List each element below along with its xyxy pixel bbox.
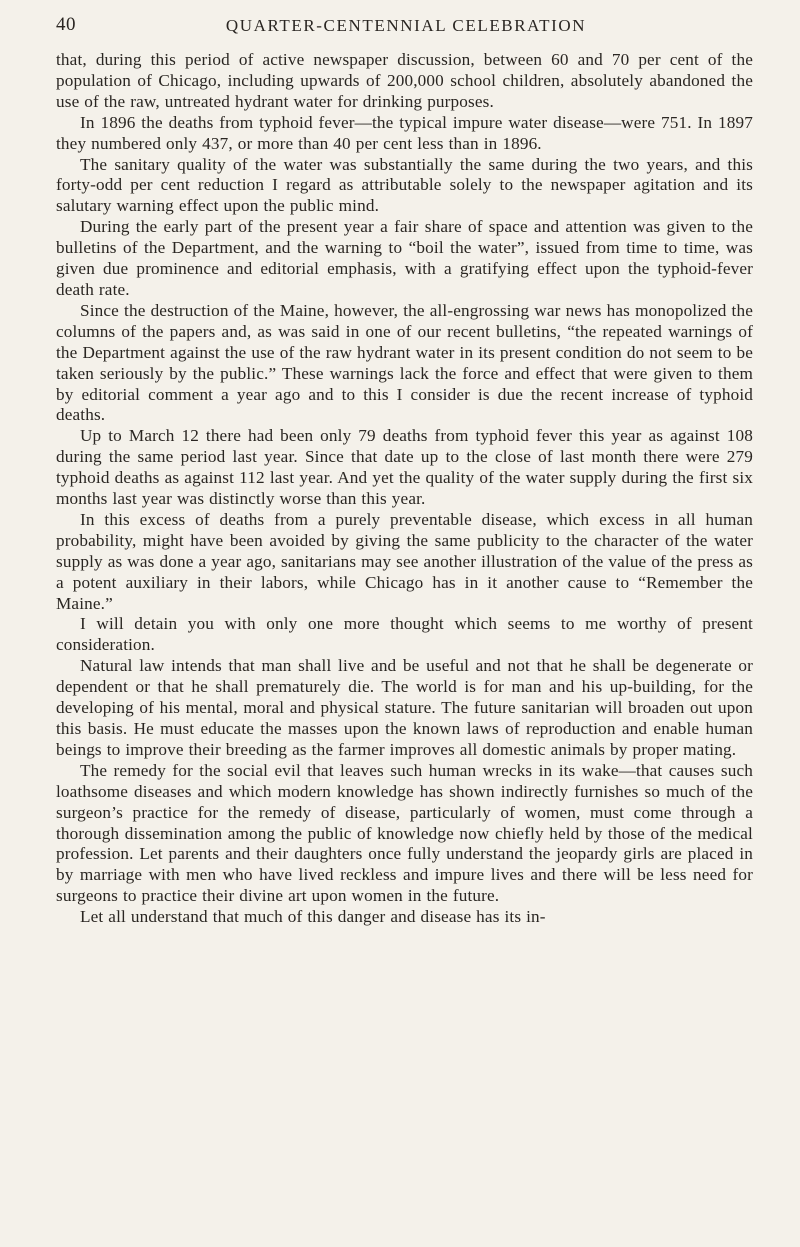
paragraph: The sanitary quality of the water was substantially the same during the two years, and this forty-odd per cent reduction I regard as attributable solely to the newspaper agitation and its salutary warning effect upon the public mind.: [56, 154, 753, 216]
paragraph: In this excess of deaths from a purely preventable disease, which excess in all human probability, might have been avoided by giving the same publicity to the character of the water supply as was done a year ago, sanitarians may see another illustration of the value of the press as a potent auxiliary in their labors, while Chicago has in it another cause to “Remember the Maine.”: [56, 509, 753, 613]
running-head: QUARTER-CENTENNIAL CELEBRATION: [225, 16, 587, 35]
body-text: [56, 50, 753, 928]
paragraph: that, during this period of active newspaper discussion, between 60 and 70 per cent of the population of Chicago, including upwards of 200,000 school children, absolutely abandoned the use of the raw, untreated hydrant water for drinking purposes.: [56, 50, 753, 111]
paragraph: Since the destruction of the Maine, however, the all-engrossing war news has monopolized the columns of the papers and, as was said in one of our recent bulletins, “the repeated warnings of the Department against the use of the raw hydrant water in its present condition do not seem to be taken seriously by the public.” These warnings lack the force and effect that were given to them by editorial comment a year ago and to this I consider is due the recent increase of typhoid deaths.: [56, 300, 753, 425]
paragraph: During the early part of the present year a fair share of space and attention was given to the bulletins of the Department, and the warning to “boil the water”, issued from time to time, was given due prominence and editorial emphasis, with a gratifying effect upon the typhoid-fever death rate.: [56, 217, 753, 299]
page-header: [56, 14, 756, 38]
paragraph: In 1896 the deaths from typhoid fever—the typical impure water disease—were 751. In 1897 they numbered only 437, or more than 40 per cent less than in 1896.: [56, 112, 753, 153]
paragraph: The remedy for the social evil that leaves such human wrecks in its wake—that causes such loathsome diseases and which modern knowledge has shown indirectly furnishes so much of the surgeon’s practice for the remedy of disease, particularly of women, must come through a thorough dissemination among the public of knowledge now chiefly held by those of the medical profession. Let parents and their daughters once fully understand the jeopardy girls are placed in by marriage with men who have lived reckless and impure lives and there will be less need for surgeons to practice their divine art upon women in the future.: [56, 760, 753, 906]
paragraph: Natural law intends that man shall live and be useful and not that he shall be degenerate or dependent or that he shall prematurely die. The world is for man and his up-building, for the developing of his mental, moral and physical stature. The future sanitarian will broaden out upon this basis. He must educate the masses upon the known laws of reproduction and enable human beings to improve their breeding as the farmer improves all domestic animals by proper mating.: [56, 656, 753, 759]
paragraph: I will detain you with only one more thought which seems to me worthy of present consideration.: [56, 614, 753, 655]
page-number: 40: [56, 14, 76, 35]
paragraph: Up to March 12 there had been only 79 deaths from typhoid fever this year as against 108 during the same period last year. Since that date up to the close of last month there were 279 typhoid deaths as against 112 last year. And yet the quality of the water supply during the first six months last year was distinctly worse than this year.: [56, 426, 753, 509]
paragraph: Let all understand that much of this danger and disease has its in-: [80, 907, 546, 927]
